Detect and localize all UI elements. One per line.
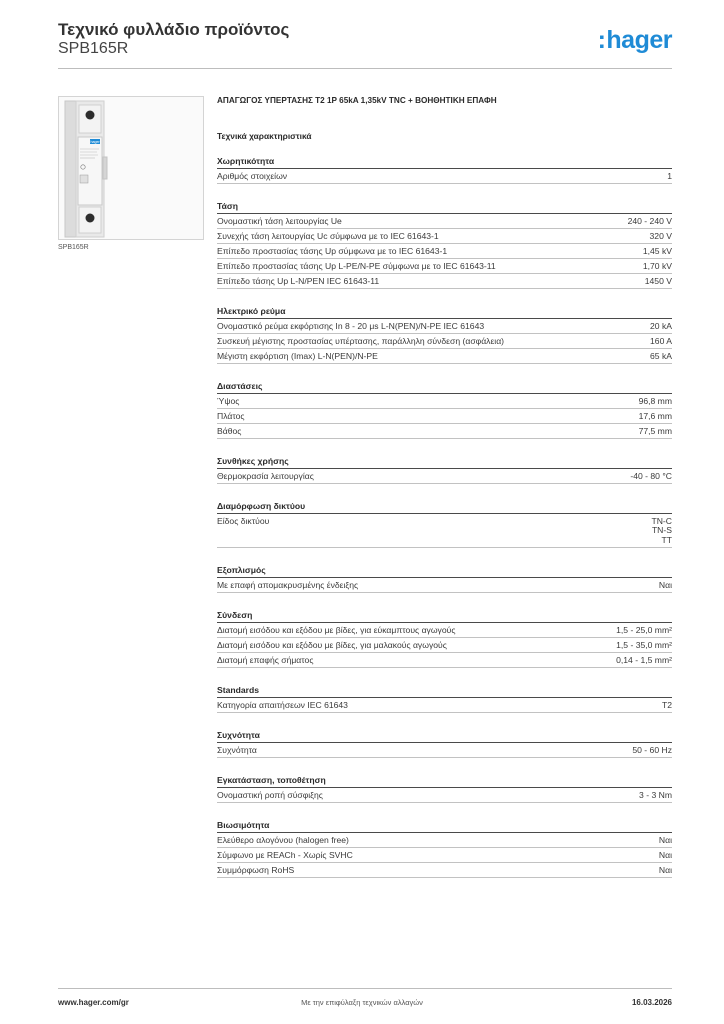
spec-row-value: Ναι bbox=[658, 864, 672, 875]
spec-row-value: 17,6 mm bbox=[638, 410, 672, 421]
spec-row bbox=[217, 334, 672, 349]
spec-row-value: 1,5 - 25,0 mm² bbox=[616, 624, 672, 635]
spec-row-label: Ονομαστική ροπή σύσφιξης bbox=[217, 789, 323, 800]
spec-group-title: Συνθήκες χρήσης bbox=[217, 456, 672, 469]
spec-row bbox=[217, 863, 672, 878]
spec-row bbox=[217, 848, 672, 863]
spec-row-label: Αριθμός στοιχείων bbox=[217, 170, 288, 181]
spec-group bbox=[217, 501, 672, 548]
spec-group bbox=[217, 685, 672, 713]
spec-group-title: Τάση bbox=[217, 201, 672, 214]
spec-row bbox=[217, 653, 672, 668]
spec-group bbox=[217, 201, 672, 289]
spec-group-title: Σύνδεση bbox=[217, 610, 672, 623]
spec-row-value: 1,5 - 35,0 mm² bbox=[616, 639, 672, 650]
spec-row bbox=[217, 214, 672, 229]
specification-section bbox=[217, 96, 672, 878]
product-code: SPB165R bbox=[58, 40, 129, 57]
spec-row-value bbox=[651, 517, 672, 546]
spec-row bbox=[217, 623, 672, 638]
spec-row-value-line: TN-C bbox=[651, 515, 672, 526]
spec-row bbox=[217, 469, 672, 484]
logo-text: hager bbox=[606, 26, 672, 54]
spec-row-value: Ναι bbox=[658, 579, 672, 590]
product-description: ΑΠΑΓΩΓΟΣ ΥΠΕΡΤΑΣΗΣ Τ2 1P 65kA 1,35kV TNC + ΒΟΗΘΗΤΙΚΗ ΕΠΑΦΗ bbox=[217, 96, 497, 105]
spec-group bbox=[217, 156, 672, 184]
spec-group bbox=[217, 820, 672, 878]
spec-row-value: 1450 V bbox=[644, 275, 672, 286]
spec-group bbox=[217, 565, 672, 593]
spec-group bbox=[217, 775, 672, 803]
spec-row-label: Συσκευή μέγιστης προστασίας υπέρτασης, παράλληλη σύνδεση (ασφάλεια) bbox=[217, 335, 505, 346]
spec-group bbox=[217, 381, 672, 439]
spec-row bbox=[217, 743, 672, 758]
section-title: Τεχνικά χαρακτηριστικά bbox=[217, 131, 312, 141]
spec-row-label: Βάθος bbox=[217, 425, 242, 436]
spec-row-value-line: TN-S bbox=[651, 525, 672, 535]
footer-disclaimer: Με την επιφύλαξη τεχνικών αλλαγών bbox=[301, 998, 423, 1007]
spec-row-value: 77,5 mm bbox=[638, 425, 672, 436]
spec-row-value: 65 kA bbox=[650, 350, 672, 361]
spec-row-label: Επίπεδο προστασίας τάσης Up σύμφωνα με το IEC 61643-1 bbox=[217, 245, 448, 256]
spec-row-value-line: TT bbox=[661, 534, 672, 545]
spec-group-title: Συχνότητα bbox=[217, 730, 672, 743]
spec-row bbox=[217, 229, 672, 244]
spec-row-value: 20 kA bbox=[650, 320, 672, 331]
svg-text:hager: hager bbox=[90, 140, 100, 144]
spec-row-value: -40 - 80 °C bbox=[630, 470, 672, 481]
spec-row bbox=[217, 409, 672, 424]
spec-group-title: Ηλεκτρικό ρεύμα bbox=[217, 306, 672, 319]
hager-logo bbox=[598, 26, 672, 55]
spec-row-value: 1,70 kV bbox=[642, 260, 672, 271]
spec-row bbox=[217, 514, 672, 548]
spec-group-title: Βιωσιμότητα bbox=[217, 820, 672, 833]
spec-row-label: Συνεχής τάση λειτουργίας Uc σύμφωνα με το IEC 61643-1 bbox=[217, 230, 439, 241]
document-title: Τεχνικό φυλλάδιο προϊόντος bbox=[58, 20, 290, 39]
spec-group bbox=[217, 730, 672, 758]
spec-row bbox=[217, 424, 672, 439]
spec-row-value: 1 bbox=[667, 170, 672, 181]
spec-group bbox=[217, 610, 672, 668]
spec-group-title: Χωρητικότητα bbox=[217, 156, 672, 169]
product-image-caption: SPB165R bbox=[58, 244, 89, 251]
spec-row-value: Ναι bbox=[658, 834, 672, 845]
spec-row-label: Σύμφωνο με REACh - Χωρίς SVHC bbox=[217, 849, 353, 860]
surge-arrester-illustration bbox=[59, 97, 203, 239]
spec-row bbox=[217, 578, 672, 593]
footer-divider bbox=[58, 988, 672, 989]
spec-row-label: Ύψος bbox=[217, 395, 240, 406]
header-divider bbox=[58, 68, 672, 69]
spec-row-value: 160 A bbox=[650, 335, 672, 346]
spec-group-title: Εξοπλισμός bbox=[217, 565, 672, 578]
spec-row bbox=[217, 244, 672, 259]
spec-row-value: 320 V bbox=[649, 230, 672, 241]
spec-row-value: Ναι bbox=[658, 849, 672, 860]
spec-row-label: Ελεύθερο αλογόνου (halogen free) bbox=[217, 834, 349, 845]
spec-group bbox=[217, 306, 672, 364]
spec-row bbox=[217, 698, 672, 713]
footer-date: 16.03.2026 bbox=[631, 998, 672, 1007]
product-image bbox=[58, 96, 204, 240]
spec-row-label: Επίπεδο τάσης Up L-N/PEN IEC 61643-11 bbox=[217, 275, 380, 286]
spec-row-value: T2 bbox=[661, 699, 672, 710]
spec-row-label: Διατομή εισόδου και εξόδου με βίδες, για εύκαμπτους αγωγούς bbox=[217, 624, 456, 635]
spec-group-title: Εγκατάσταση, τοποθέτηση bbox=[217, 775, 672, 788]
spec-group-title: Διαμόρφωση δικτύου bbox=[217, 501, 672, 514]
spec-row-label: Ονομαστικό ρεύμα εκφόρτισης In 8 - 20 μs L-N(PEN)/N-PE IEC 61643 bbox=[217, 320, 485, 331]
spec-row-label: Συχνότητα bbox=[217, 744, 257, 755]
logo-colon: : bbox=[597, 26, 606, 54]
spec-row bbox=[217, 833, 672, 848]
spec-row-label: Κατηγορία απαιτήσεων IEC 61643 bbox=[217, 699, 348, 710]
spec-row-value: 50 - 60 Hz bbox=[632, 744, 672, 755]
spec-row bbox=[217, 638, 672, 653]
spec-row-label: Θερμοκρασία λειτουργίας bbox=[217, 470, 314, 481]
spec-group-title: Standards bbox=[217, 685, 672, 698]
spec-row-label: Συμμόρφωση RoHS bbox=[217, 864, 295, 875]
spec-row bbox=[217, 319, 672, 334]
spec-group bbox=[217, 456, 672, 484]
spec-row-label: Διατομή εισόδου και εξόδου με βίδες, για μαλακούς αγωγούς bbox=[217, 639, 447, 650]
spec-row-label: Επίπεδο προστασίας τάσης Up L-PE/N-PE σύμφωνα με το IEC 61643-11 bbox=[217, 260, 496, 271]
spec-row bbox=[217, 394, 672, 409]
spec-row bbox=[217, 788, 672, 803]
spec-row-value: 3 - 3 Nm bbox=[639, 789, 672, 800]
spec-row-label: Με επαφή απομακρυσμένης ένδειξης bbox=[217, 579, 359, 590]
spec-row-label: Διατομή επαφής σήματος bbox=[217, 654, 314, 665]
spec-row-label: Είδος δικτύου bbox=[217, 515, 270, 526]
spec-row-value: 0,14 - 1,5 mm² bbox=[616, 654, 672, 665]
spec-row bbox=[217, 274, 672, 289]
spec-row-label: Πλάτος bbox=[217, 410, 245, 421]
spec-row-value: 1,45 kV bbox=[642, 245, 672, 256]
spec-row bbox=[217, 259, 672, 274]
spec-row bbox=[217, 349, 672, 364]
spec-row-value: 240 - 240 V bbox=[627, 215, 672, 226]
spec-row-label: Ονομαστική τάση λειτουργίας Ue bbox=[217, 215, 342, 226]
footer-website-link[interactable]: www.hager.com/gr bbox=[58, 998, 129, 1007]
spec-row bbox=[217, 169, 672, 184]
spec-row-value: 96,8 mm bbox=[638, 395, 672, 406]
spec-row-label: Μέγιστη εκφόρτιση (Imax) L-N(PEN)/N-PE bbox=[217, 350, 378, 361]
spec-group-title: Διαστάσεις bbox=[217, 381, 672, 394]
spec-groups bbox=[217, 156, 672, 878]
